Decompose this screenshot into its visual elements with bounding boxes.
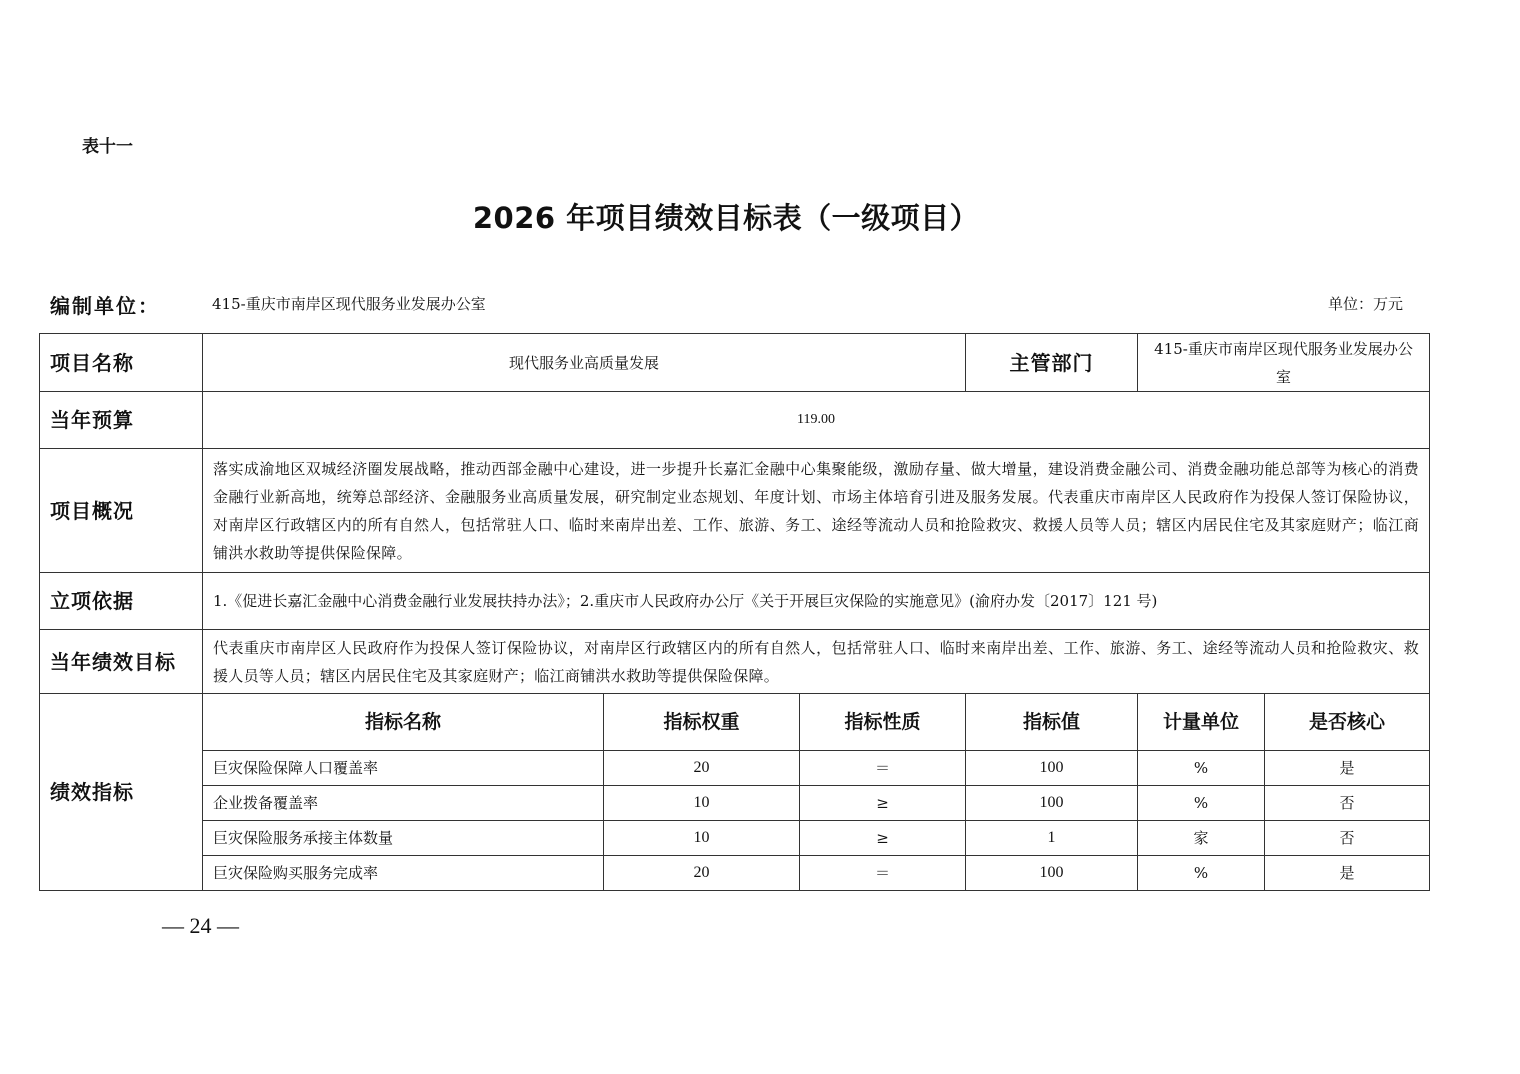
header-measure-unit: 计量单位 xyxy=(1138,694,1265,751)
basis-label: 立项依据 xyxy=(40,573,203,630)
indicator-value: 100 xyxy=(966,786,1138,821)
header-indicator-name: 指标名称 xyxy=(203,694,604,751)
overview-label: 项目概况 xyxy=(40,449,203,573)
indicators-label: 绩效指标 xyxy=(40,694,203,891)
indicator-core: 是 xyxy=(1265,856,1430,891)
indicator-core: 是 xyxy=(1265,751,1430,786)
table-row xyxy=(40,786,1430,821)
indicator-weight: 10 xyxy=(604,821,800,856)
overview-value: 落实成渝地区双城经济圈发展战略，推动西部金融中心建设，进一步提升长嘉汇金融中心集聚能级，激励存量、做大增量，建设消费金融公司、消费金融功能总部等为核心的消费金融行业新高地，统筹总部经济、金融服务业高质量发展，研究制定业态规划、年度计划、市场主体培育引进及服务发展。代表重庆市南岸区人民政府作为投保人签订保险协议，对南岸区行政辖区内的所有自然人，包括常驻人口、临时来南岸出差、工作、旅游、务工、途经等流动人员和抢险救灾、救援人员等人员；辖区内居民住宅及其家庭财产；临江商铺洪水救助等提供保险保障。 xyxy=(203,449,1430,573)
project-name-label: 项目名称 xyxy=(40,334,203,392)
currency-unit-label: 单位：万元 xyxy=(1328,295,1404,313)
indicator-weight: 20 xyxy=(604,751,800,786)
goal-label: 当年绩效目标 xyxy=(40,630,203,694)
basis-row xyxy=(40,573,1430,630)
indicator-nature: ＝ xyxy=(800,856,966,891)
indicator-value: 100 xyxy=(966,856,1138,891)
indicator-nature: ＝ xyxy=(800,751,966,786)
page-title: 2026 年项目绩效目标表（一级项目） xyxy=(472,201,980,235)
goal-row xyxy=(40,630,1430,694)
project-name-row xyxy=(40,334,1430,392)
header-indicator-weight: 指标权重 xyxy=(604,694,800,751)
overview-row xyxy=(40,449,1430,573)
indicator-name: 企业拨备覆盖率 xyxy=(203,786,604,821)
header-indicator-nature: 指标性质 xyxy=(800,694,966,751)
indicator-name: 巨灾保险保障人口覆盖率 xyxy=(203,751,604,786)
goal-value: 代表重庆市南岸区人民政府作为投保人签订保险协议，对南岸区行政辖区内的所有自然人，包括常驻人口、临时来南岸出差、工作、旅游、务工、途经等流动人员和抢险救灾、救援人员等人员；辖区内居民住宅及其家庭财产；临江商铺洪水救助等提供保险保障。 xyxy=(203,630,1430,694)
project-name-value: 现代服务业高质量发展 xyxy=(203,334,966,392)
basis-value: 1.《促进长嘉汇金融中心消费金融行业发展扶持办法》；2.重庆市人民政府办公厅《关于开展巨灾保险的实施意见》(渝府办发〔2017〕121 号) xyxy=(203,573,1430,630)
indicator-core: 否 xyxy=(1265,821,1430,856)
indicator-nature: ≥ xyxy=(800,821,966,856)
indicator-weight: 20 xyxy=(604,856,800,891)
table-label: 表十一 xyxy=(82,137,133,157)
budget-row xyxy=(40,392,1430,449)
indicator-weight: 10 xyxy=(604,786,800,821)
indicator-unit: 家 xyxy=(1138,821,1265,856)
table-row xyxy=(40,856,1430,891)
indicator-nature: ≥ xyxy=(800,786,966,821)
indicator-header-row xyxy=(40,694,1430,751)
compile-unit-value: 415-重庆市南岸区现代服务业发展办公室 xyxy=(212,295,486,313)
indicator-value: 1 xyxy=(966,821,1138,856)
indicator-unit: % xyxy=(1138,856,1265,891)
table-row xyxy=(40,751,1430,786)
page-number: — 24 — xyxy=(162,913,239,938)
dept-value: 415-重庆市南岸区现代服务业发展办公室 xyxy=(1138,334,1430,392)
indicator-unit: % xyxy=(1138,786,1265,821)
header-indicator-value: 指标值 xyxy=(966,694,1138,751)
indicator-unit: % xyxy=(1138,751,1265,786)
table-row xyxy=(40,821,1430,856)
budget-label: 当年预算 xyxy=(40,392,203,449)
compile-unit-label: 编制单位： xyxy=(50,294,160,318)
budget-value: 119.00 xyxy=(203,392,1430,449)
indicator-value: 100 xyxy=(966,751,1138,786)
indicator-name: 巨灾保险购买服务完成率 xyxy=(203,856,604,891)
header-is-core: 是否核心 xyxy=(1265,694,1430,751)
indicator-core: 否 xyxy=(1265,786,1430,821)
dept-label: 主管部门 xyxy=(966,334,1138,392)
indicator-name: 巨灾保险服务承接主体数量 xyxy=(203,821,604,856)
performance-target-table xyxy=(39,333,1430,891)
